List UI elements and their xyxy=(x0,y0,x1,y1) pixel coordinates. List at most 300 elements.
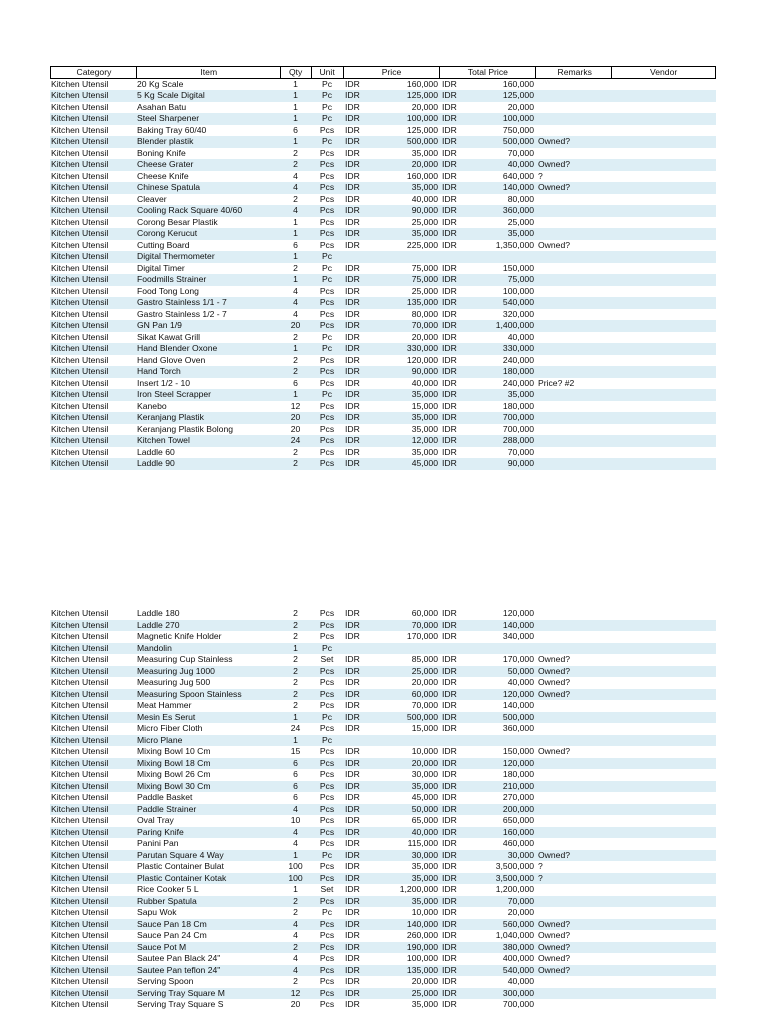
cell-vendor xyxy=(612,689,716,701)
cell-qty: 2 xyxy=(293,631,298,641)
cell-total-price: 500,000 xyxy=(502,711,534,722)
cell-total-currency: IDR xyxy=(442,780,457,791)
table-row xyxy=(50,700,716,712)
table-row xyxy=(50,769,716,781)
table-row xyxy=(50,458,716,470)
cell-remarks xyxy=(536,320,612,332)
cell-total-currency: IDR xyxy=(442,746,457,756)
cell-category: Kitchen Utensil xyxy=(51,654,109,664)
cell-qty: 2 xyxy=(293,147,298,158)
cell-unit: Pc xyxy=(321,136,333,146)
cell-price: 60,000 xyxy=(411,608,438,618)
cell-remarks xyxy=(536,79,612,91)
sheet-top xyxy=(50,66,716,470)
cell-total-price: 180,000 xyxy=(502,769,534,779)
cell-unit: Pcs xyxy=(319,815,335,825)
cell-total-currency: IDR xyxy=(442,274,457,284)
cell-remarks: Owned? xyxy=(538,182,571,192)
cell-price: 50,000 xyxy=(411,803,438,814)
cell-price: 25,000 xyxy=(411,987,438,998)
cell-price: 35,000 xyxy=(411,872,438,883)
cell-price-currency: IDR xyxy=(345,769,360,779)
cell-price: 135,000 xyxy=(406,964,438,975)
cell-vendor xyxy=(612,401,716,413)
cell-remarks xyxy=(536,309,612,321)
cell-vendor xyxy=(612,378,716,390)
cell-item: Corong Kerucut xyxy=(137,228,198,238)
cell-total-currency: IDR xyxy=(442,228,457,238)
cell-remarks: ? xyxy=(538,170,543,181)
cell-price: 35,000 xyxy=(411,895,438,906)
cell-remarks: Owned? xyxy=(538,159,571,169)
cell-vendor xyxy=(612,965,716,977)
cell-item: Corong Besar Plastik xyxy=(137,216,218,227)
cell-unit: Pcs xyxy=(319,205,335,215)
table-row xyxy=(50,240,716,252)
cell-category: Kitchen Utensil xyxy=(51,136,109,146)
cell-total-currency: IDR xyxy=(442,849,457,860)
cell-item: Serving Tray Square S xyxy=(137,999,224,1009)
cell-total-currency: IDR xyxy=(442,136,457,146)
cell-item: Plastic Container Bulat xyxy=(137,861,224,871)
cell-vendor xyxy=(612,723,716,735)
cell-total-price: 30,000 xyxy=(507,849,534,860)
cell-price-currency: IDR xyxy=(345,677,360,687)
cell-item: Sautee Pan Black 24" xyxy=(137,953,221,963)
cell-vendor xyxy=(612,286,716,298)
cell-qty: 20 xyxy=(290,320,301,330)
cell-vendor xyxy=(612,804,716,816)
cell-qty: 2 xyxy=(293,193,298,204)
cell-remarks xyxy=(536,366,612,378)
cell-vendor xyxy=(612,435,716,447)
cell-price: 20,000 xyxy=(411,677,438,687)
cell-item: Blender plastik xyxy=(137,136,194,146)
cell-total-currency: IDR xyxy=(442,872,457,883)
cell-vendor xyxy=(612,953,716,965)
cell-unit: Pcs xyxy=(319,124,335,135)
cell-qty: 1 xyxy=(293,274,298,284)
cell-price-currency: IDR xyxy=(345,366,360,376)
cell-category: Kitchen Utensil xyxy=(51,400,109,411)
cell-price: 40,000 xyxy=(411,377,438,388)
table-row xyxy=(50,815,716,827)
cell-item: Cleaver xyxy=(137,193,167,204)
cell-total-currency: IDR xyxy=(442,216,457,227)
cell-total-currency: IDR xyxy=(442,90,457,100)
cell-price: 45,000 xyxy=(411,458,438,468)
cell-unit: Pcs xyxy=(319,631,335,641)
table-row xyxy=(50,930,716,942)
cell-item: Meat Hammer xyxy=(137,700,192,710)
cell-category: Kitchen Utensil xyxy=(51,826,109,837)
table-row xyxy=(50,389,716,401)
cell-price: 90,000 xyxy=(411,205,438,215)
cell-category: Kitchen Utensil xyxy=(51,251,109,261)
cell-price: 15,000 xyxy=(411,400,438,411)
cell-qty: 4 xyxy=(293,964,298,975)
cell-remarks: Owned? xyxy=(538,953,571,963)
cell-total-currency: IDR xyxy=(442,688,457,699)
table-row xyxy=(50,804,716,816)
cell-remarks xyxy=(536,447,612,459)
cell-remarks xyxy=(536,274,612,286)
cell-category: Kitchen Utensil xyxy=(51,308,109,319)
cell-category: Kitchen Utensil xyxy=(51,320,109,330)
cell-qty: 4 xyxy=(293,803,298,814)
cell-unit: Pc xyxy=(321,90,333,100)
cell-price-currency: IDR xyxy=(345,895,360,906)
cell-vendor xyxy=(612,666,716,678)
table-row xyxy=(50,942,716,954)
cell-category: Kitchen Utensil xyxy=(51,999,109,1009)
cell-qty: 2 xyxy=(293,700,298,710)
header-category: Category xyxy=(51,67,137,78)
cell-price-currency: IDR xyxy=(345,182,360,192)
cell-remarks: Owned? xyxy=(538,136,571,146)
cell-unit: Pcs xyxy=(319,918,335,929)
cell-category: Kitchen Utensil xyxy=(51,792,109,802)
cell-price-currency: IDR xyxy=(345,757,360,768)
cell-qty: 1 xyxy=(293,389,298,399)
cell-remarks xyxy=(536,804,612,816)
cell-unit: Pcs xyxy=(319,999,335,1009)
cell-qty: 24 xyxy=(290,723,301,733)
cell-price: 125,000 xyxy=(406,90,438,100)
cell-price: 25,000 xyxy=(411,285,438,296)
cell-remarks xyxy=(536,999,612,1011)
cell-unit: Pcs xyxy=(319,228,335,238)
cell-item: Serving Spoon xyxy=(137,976,194,986)
cell-category: Kitchen Utensil xyxy=(51,216,109,227)
cell-total-price: 100,000 xyxy=(502,285,534,296)
cell-price-currency: IDR xyxy=(345,872,360,883)
cell-unit: Pcs xyxy=(319,826,335,837)
table-row xyxy=(50,919,716,931)
cell-vendor xyxy=(612,217,716,229)
cell-price: 75,000 xyxy=(411,274,438,284)
table-row xyxy=(50,712,716,724)
cell-vendor xyxy=(612,896,716,908)
cell-unit: Pcs xyxy=(319,412,335,422)
table-row xyxy=(50,125,716,137)
cell-unit: Pc xyxy=(321,251,333,261)
cell-total-price: 125,000 xyxy=(502,90,534,100)
cell-category: Kitchen Utensil xyxy=(51,861,109,871)
cell-total-currency: IDR xyxy=(442,285,457,296)
cell-qty: 1 xyxy=(293,884,298,894)
cell-remarks xyxy=(536,102,612,114)
cell-remarks xyxy=(536,355,612,367)
cell-unit: Pcs xyxy=(319,792,335,802)
cell-unit: Pcs xyxy=(319,700,335,710)
cell-item: Gastro Stainless 1/1 - 7 xyxy=(137,297,227,307)
cell-unit: Pcs xyxy=(319,757,335,768)
cell-qty: 2 xyxy=(293,354,298,365)
cell-category: Kitchen Utensil xyxy=(51,147,109,158)
cell-price-currency: IDR xyxy=(345,861,360,871)
cell-item: Asahan Batu xyxy=(137,101,187,112)
cell-vendor xyxy=(612,90,716,102)
cell-total-currency: IDR xyxy=(442,815,457,825)
cell-total-currency: IDR xyxy=(442,608,457,618)
cell-total-currency: IDR xyxy=(442,976,457,986)
cell-price-currency: IDR xyxy=(345,884,360,894)
cell-total-price: 240,000 xyxy=(502,354,534,365)
cell-qty: 12 xyxy=(290,400,301,411)
cell-price-currency: IDR xyxy=(345,803,360,814)
cell-category: Kitchen Utensil xyxy=(51,700,109,710)
cell-price xyxy=(375,643,440,655)
cell-item: Boning Knife xyxy=(137,147,186,158)
table-body-bottom xyxy=(50,608,716,1011)
cell-total-price: 700,000 xyxy=(502,423,534,434)
cell-vendor xyxy=(612,942,716,954)
cell-qty: 2 xyxy=(293,665,298,676)
cell-price: 45,000 xyxy=(411,792,438,802)
table-row xyxy=(50,79,716,91)
cell-unit: Pc xyxy=(321,642,333,653)
cell-item: Micro Fiber Cloth xyxy=(137,723,203,733)
cell-remarks xyxy=(536,884,612,896)
cell-unit: Pc xyxy=(321,389,333,399)
table-row xyxy=(50,620,716,632)
cell-remarks xyxy=(536,389,612,401)
cell-price: 40,000 xyxy=(411,826,438,837)
cell-item: Parutan Square 4 Way xyxy=(137,849,224,860)
table-row xyxy=(50,735,716,747)
cell-vendor xyxy=(612,746,716,758)
cell-category: Kitchen Utensil xyxy=(51,838,109,848)
cell-unit: Pcs xyxy=(319,320,335,330)
table-row xyxy=(50,643,716,655)
cell-price-currency xyxy=(343,643,375,655)
cell-item: Insert 1/2 - 10 xyxy=(137,377,191,388)
cell-item: Mesin Es Serut xyxy=(137,711,196,722)
cell-remarks xyxy=(536,620,612,632)
header-qty: Qty xyxy=(281,67,312,78)
cell-item: Plastic Container Kotak xyxy=(137,872,227,883)
cell-price: 70,000 xyxy=(411,700,438,710)
cell-item: GN Pan 1/9 xyxy=(137,320,182,330)
cell-price: 25,000 xyxy=(411,665,438,676)
cell-item: Laddle 60 xyxy=(137,446,175,457)
cell-total-currency: IDR xyxy=(442,400,457,411)
cell-price: 120,000 xyxy=(406,354,438,365)
cell-total-price: 540,000 xyxy=(502,964,534,975)
cell-category: Kitchen Utensil xyxy=(51,124,109,135)
table-row xyxy=(50,792,716,804)
table-row xyxy=(50,102,716,114)
cell-total-price: 400,000 xyxy=(502,953,534,963)
cell-qty: 4 xyxy=(293,918,298,929)
table-row xyxy=(50,838,716,850)
cell-total-currency: IDR xyxy=(442,826,457,837)
cell-category: Kitchen Utensil xyxy=(51,435,109,445)
cell-unit: Pcs xyxy=(319,308,335,319)
cell-total-price: 340,000 xyxy=(502,631,534,641)
cell-vendor xyxy=(612,976,716,988)
cell-price-currency: IDR xyxy=(345,423,360,434)
cell-category: Kitchen Utensil xyxy=(51,78,109,89)
cell-total-currency: IDR xyxy=(442,631,457,641)
cell-item: Laddle 180 xyxy=(137,608,180,618)
cell-item: Micro Plane xyxy=(137,734,183,745)
cell-category: Kitchen Utensil xyxy=(51,907,109,917)
cell-qty: 6 xyxy=(293,780,298,791)
cell-unit: Pcs xyxy=(319,895,335,906)
cell-price-currency: IDR xyxy=(345,435,360,445)
cell-total-currency: IDR xyxy=(442,654,457,664)
cell-total-price: 170,000 xyxy=(502,654,534,664)
cell-unit: Pcs xyxy=(319,619,335,630)
cell-qty: 24 xyxy=(290,435,301,445)
cell-total-price: 1,350,000 xyxy=(495,239,534,250)
cell-vendor xyxy=(612,884,716,896)
cell-item: Oval Tray xyxy=(137,815,174,825)
cell-total-price: 75,000 xyxy=(507,274,534,284)
cell-remarks xyxy=(536,251,612,263)
cell-category: Kitchen Utensil xyxy=(51,849,109,860)
cell-price-currency: IDR xyxy=(345,688,360,699)
cell-category: Kitchen Utensil xyxy=(51,631,109,641)
cell-item: Mandolin xyxy=(137,642,172,653)
cell-price-currency: IDR xyxy=(345,274,360,284)
cell-vendor xyxy=(612,113,716,125)
cell-remarks xyxy=(536,723,612,735)
cell-price-currency: IDR xyxy=(345,987,360,998)
cell-unit: Set xyxy=(320,654,334,664)
cell-remarks xyxy=(536,781,612,793)
cell-price: 85,000 xyxy=(411,654,438,664)
cell-remarks xyxy=(536,148,612,160)
cell-total-currency: IDR xyxy=(442,941,457,952)
cell-total-currency: IDR xyxy=(442,792,457,802)
cell-total-currency: IDR xyxy=(442,297,457,307)
cell-vendor xyxy=(612,320,716,332)
cell-vendor xyxy=(612,758,716,770)
cell-unit: Pcs xyxy=(319,446,335,457)
cell-total-price: 70,000 xyxy=(507,147,534,158)
cell-total-price: 180,000 xyxy=(502,400,534,411)
cell-price: 75,000 xyxy=(411,262,438,273)
table-row xyxy=(50,965,716,977)
cell-total-price: 3,500,000 xyxy=(495,872,534,883)
cell-remarks xyxy=(536,769,612,781)
table-row xyxy=(50,608,716,620)
cell-remarks xyxy=(536,228,612,240)
cell-qty: 1 xyxy=(293,343,298,353)
cell-qty: 2 xyxy=(293,677,298,687)
cell-remarks xyxy=(536,712,612,724)
cell-qty: 20 xyxy=(290,412,301,422)
cell-price-currency: IDR xyxy=(345,124,360,135)
cell-total-currency: IDR xyxy=(442,354,457,365)
cell-price-currency: IDR xyxy=(345,711,360,722)
cell-qty: 4 xyxy=(293,285,298,296)
cell-total-price: 540,000 xyxy=(502,297,534,307)
cell-unit: Pcs xyxy=(319,964,335,975)
cell-qty: 12 xyxy=(290,987,301,998)
cell-unit: Pc xyxy=(321,849,333,860)
cell-category: Kitchen Utensil xyxy=(51,90,109,100)
cell-price-currency: IDR xyxy=(345,446,360,457)
cell-price: 12,000 xyxy=(411,435,438,445)
cell-price: 140,000 xyxy=(406,918,438,929)
cell-item: Hand Blender Oxone xyxy=(137,343,218,353)
cell-category: Kitchen Utensil xyxy=(51,918,109,929)
cell-total-currency: IDR xyxy=(442,677,457,687)
cell-remarks xyxy=(536,700,612,712)
table-row xyxy=(50,320,716,332)
cell-price-currency: IDR xyxy=(345,838,360,848)
cell-category: Kitchen Utensil xyxy=(51,711,109,722)
table-row xyxy=(50,343,716,355)
cell-qty: 2 xyxy=(293,446,298,457)
table-row xyxy=(50,228,716,240)
cell-price: 80,000 xyxy=(411,308,438,319)
cell-price-currency: IDR xyxy=(345,999,360,1009)
cell-item: Digital Thermometer xyxy=(137,251,215,261)
cell-unit: Pc xyxy=(321,113,333,123)
cell-qty: 2 xyxy=(293,907,298,917)
cell-remarks xyxy=(536,815,612,827)
cell-total-currency xyxy=(440,643,472,655)
cell-vendor xyxy=(612,608,716,620)
cell-item: Cheese Knife xyxy=(137,170,189,181)
cell-total-price: 40,000 xyxy=(507,677,534,687)
table-row xyxy=(50,976,716,988)
cell-total-currency: IDR xyxy=(442,458,457,468)
cell-category: Kitchen Utensil xyxy=(51,803,109,814)
cell-total-currency: IDR xyxy=(442,987,457,998)
cell-item: Iron Steel Scrapper xyxy=(137,389,212,399)
cell-category: Kitchen Utensil xyxy=(51,872,109,883)
cell-total-price: 140,000 xyxy=(502,182,534,192)
cell-item: Cheese Grater xyxy=(137,159,194,169)
cell-vendor xyxy=(612,389,716,401)
cell-total-price xyxy=(472,735,536,747)
cell-total-currency: IDR xyxy=(442,389,457,399)
cell-unit: Pcs xyxy=(319,872,335,883)
cell-remarks xyxy=(536,735,612,747)
cell-category: Kitchen Utensil xyxy=(51,976,109,986)
cell-price: 35,000 xyxy=(411,446,438,457)
cell-total-price: 360,000 xyxy=(502,723,534,733)
cell-price: 35,000 xyxy=(411,412,438,422)
cell-total-currency: IDR xyxy=(442,964,457,975)
cell-price: 35,000 xyxy=(411,780,438,791)
cell-qty: 2 xyxy=(293,331,298,342)
cell-total-currency: IDR xyxy=(442,619,457,630)
cell-qty: 4 xyxy=(293,297,298,307)
cell-total-price: 120,000 xyxy=(502,608,534,618)
cell-item: Sikat Kawat Grill xyxy=(137,331,201,342)
cell-item: Mixing Bowl 30 Cm xyxy=(137,780,211,791)
cell-item: 5 Kg Scale Digital xyxy=(137,90,205,100)
cell-vendor xyxy=(612,194,716,206)
cell-item: Cooling Rack Square 40/60 xyxy=(137,205,243,215)
cell-total-price: 560,000 xyxy=(502,918,534,929)
cell-category: Kitchen Utensil xyxy=(51,964,109,975)
header-row xyxy=(50,66,716,79)
cell-vendor xyxy=(612,148,716,160)
cell-total-currency: IDR xyxy=(442,78,457,89)
cell-total-currency: IDR xyxy=(442,377,457,388)
table-row xyxy=(50,274,716,286)
cell-price: 20,000 xyxy=(411,101,438,112)
cell-item: Measuring Cup Stainless xyxy=(137,654,233,664)
